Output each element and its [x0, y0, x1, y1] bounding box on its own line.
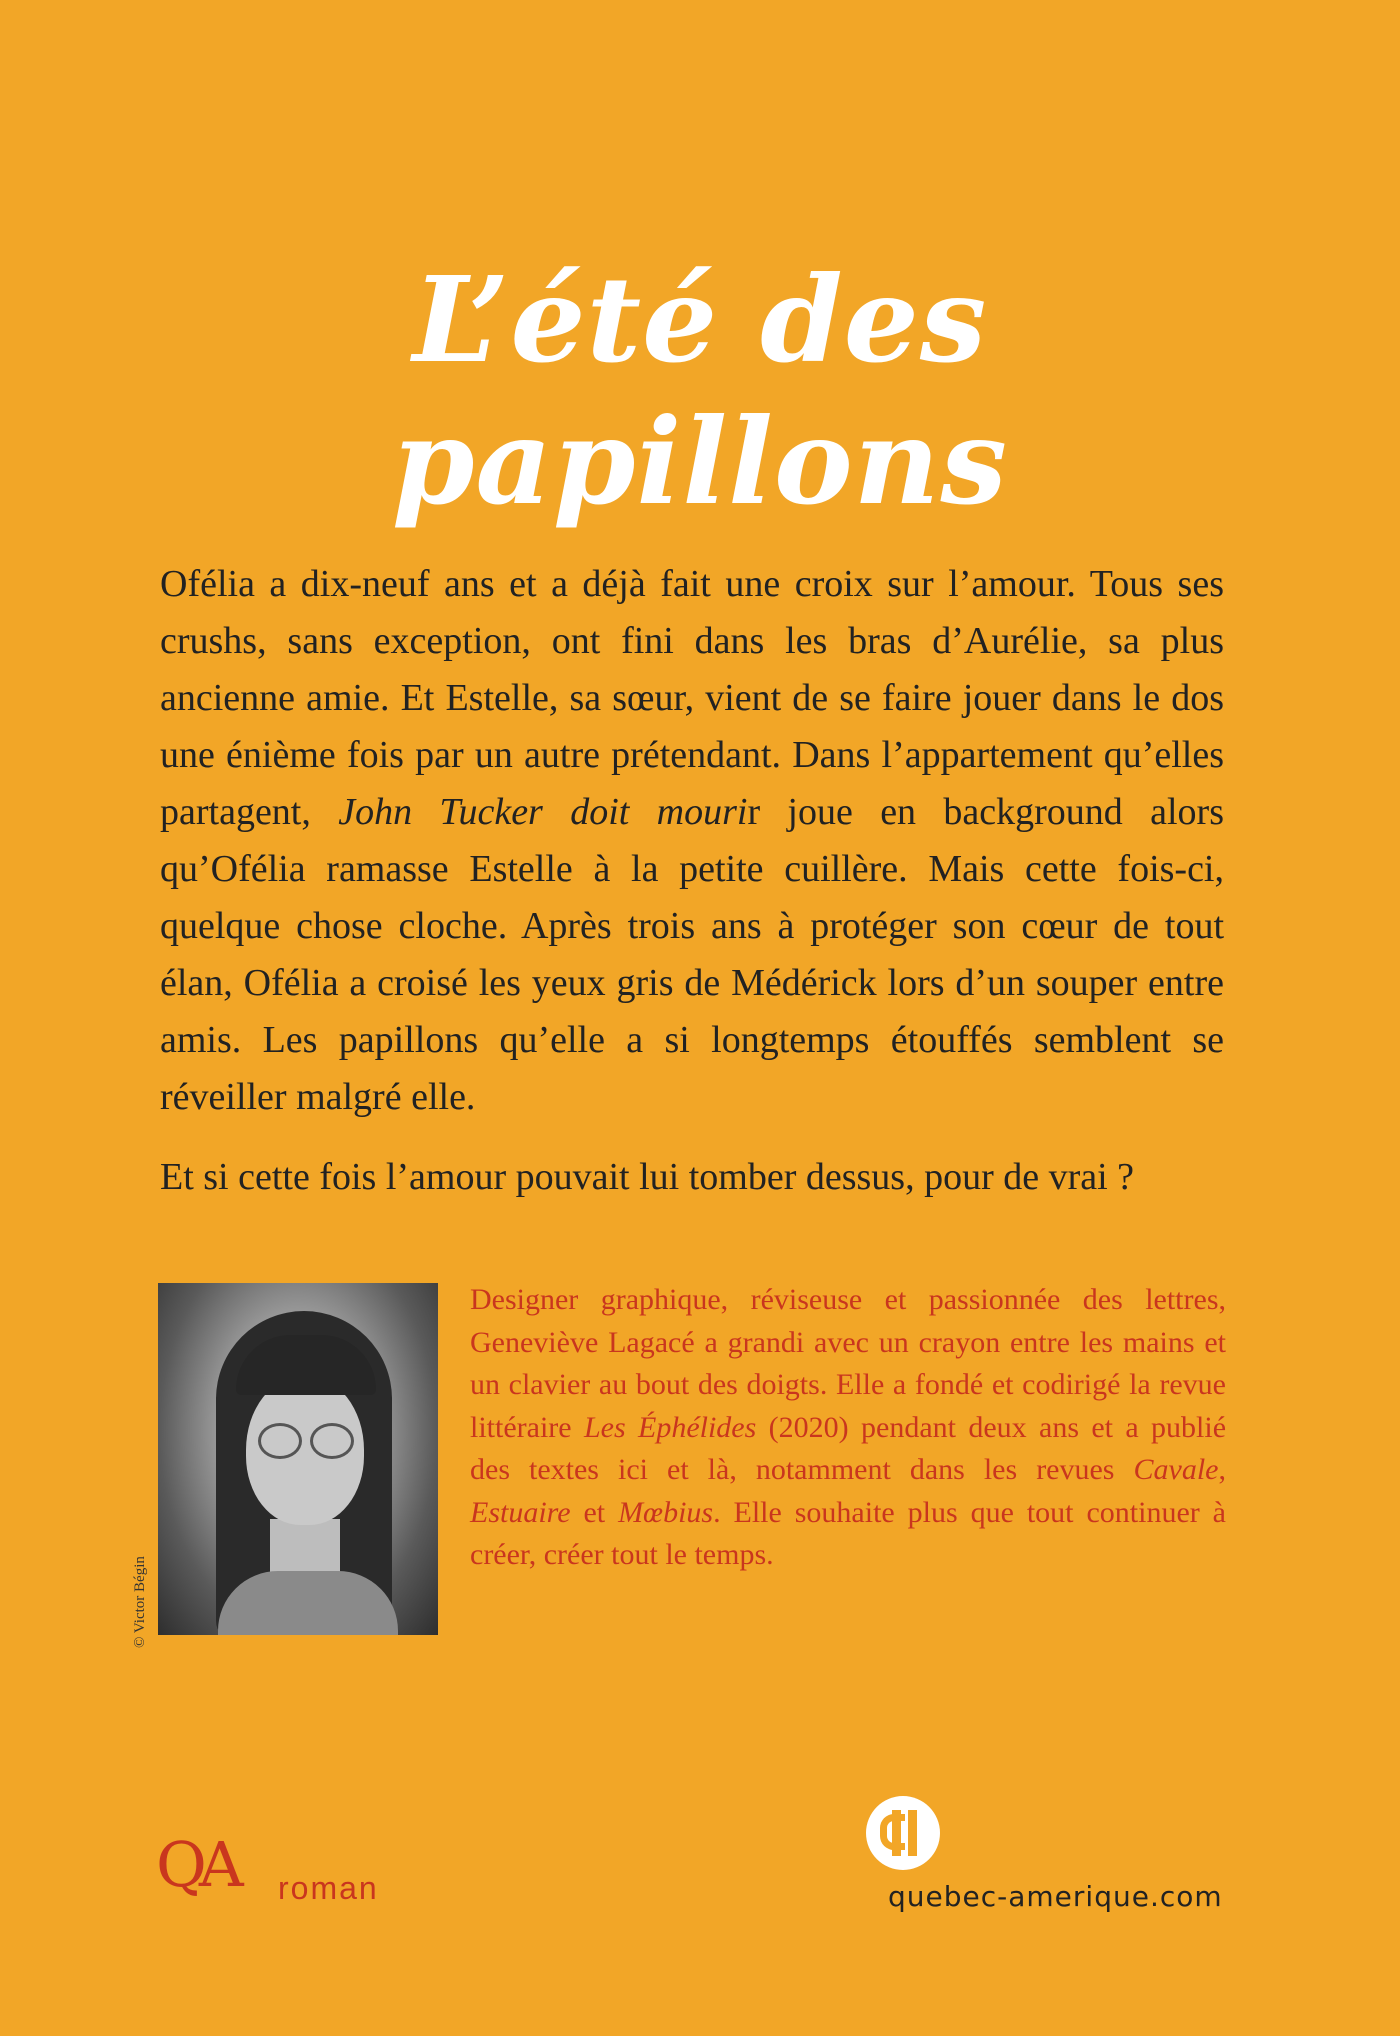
bio-review-title-1: Les Éphélides — [583, 1410, 757, 1444]
author-photo — [158, 1283, 438, 1635]
bio-text-5: . Elle souhaite plus que tout continuer à créer, créer tout le temps. — [470, 1495, 1226, 1571]
author-bio — [470, 1279, 1226, 1577]
photo-credit: © Victor Bégin — [132, 1556, 148, 1648]
synopsis-paragraph — [160, 556, 1224, 1126]
collection-label: roman — [278, 1870, 379, 1906]
bio-review-title-4: Mœbius — [618, 1495, 714, 1529]
bio-text-4: et — [570, 1495, 619, 1529]
book-title-line-2: papillons — [392, 392, 1008, 532]
bio-review-title-3: Estuaire — [470, 1495, 571, 1529]
publisher-logo: QA — [156, 1828, 236, 1901]
publisher-website: quebec-amerique.com — [888, 1880, 1223, 1913]
bio-text-3: , — [1218, 1453, 1226, 1486]
book-title — [0, 249, 1400, 533]
book-title-line-1: L’été des — [412, 250, 988, 390]
bio-text-2: (2020) pendant deux ans et a publié des textes ici et là, notamment dans les revues — [470, 1410, 1227, 1486]
synopsis-question: Et si cette fois l’amour pouvait lui tomber dessus, pour de vrai ? — [160, 1156, 1135, 1198]
bio-text-1: Designer graphique, réviseuse et passionnée des lettres, Geneviève Lagacé a grandi avec un crayon entre les mains et un clavier au bout des doigts. Elle a fondé et codirigé la revue littéraire — [470, 1283, 1226, 1444]
synopsis-text-start: Ofélia a dix-neuf ans et a déjà fait une croix sur l’amour. Tous ses crushs, sans exception, ont fini dans les bras d’Aurélie, sa plus ancienne amie. Et Estelle, sa sœur, vient de se faire jouer dans le dos une énième fois par un autre prétendant. Dans l’appartement qu’elles partagent, — [160, 563, 1224, 833]
bio-review-title-2: Cavale — [1133, 1453, 1219, 1486]
imprint-logo-icon — [866, 1796, 940, 1870]
synopsis-text-end: r joue en background alors qu’Ofélia ramasse Estelle à la petite cuillère. Mais cette fois-ci, quelque chose cloche. Après trois ans à protéger son cœur de tout élan, Ofélia a croisé les yeux gris de Médérick lors d’un souper entre amis. Les papillons qu’elle a si longtemps étouffés semblent se réveiller malgré elle. — [160, 791, 1224, 1118]
synopsis-film-title: John Tucker doit mouri — [338, 791, 748, 833]
